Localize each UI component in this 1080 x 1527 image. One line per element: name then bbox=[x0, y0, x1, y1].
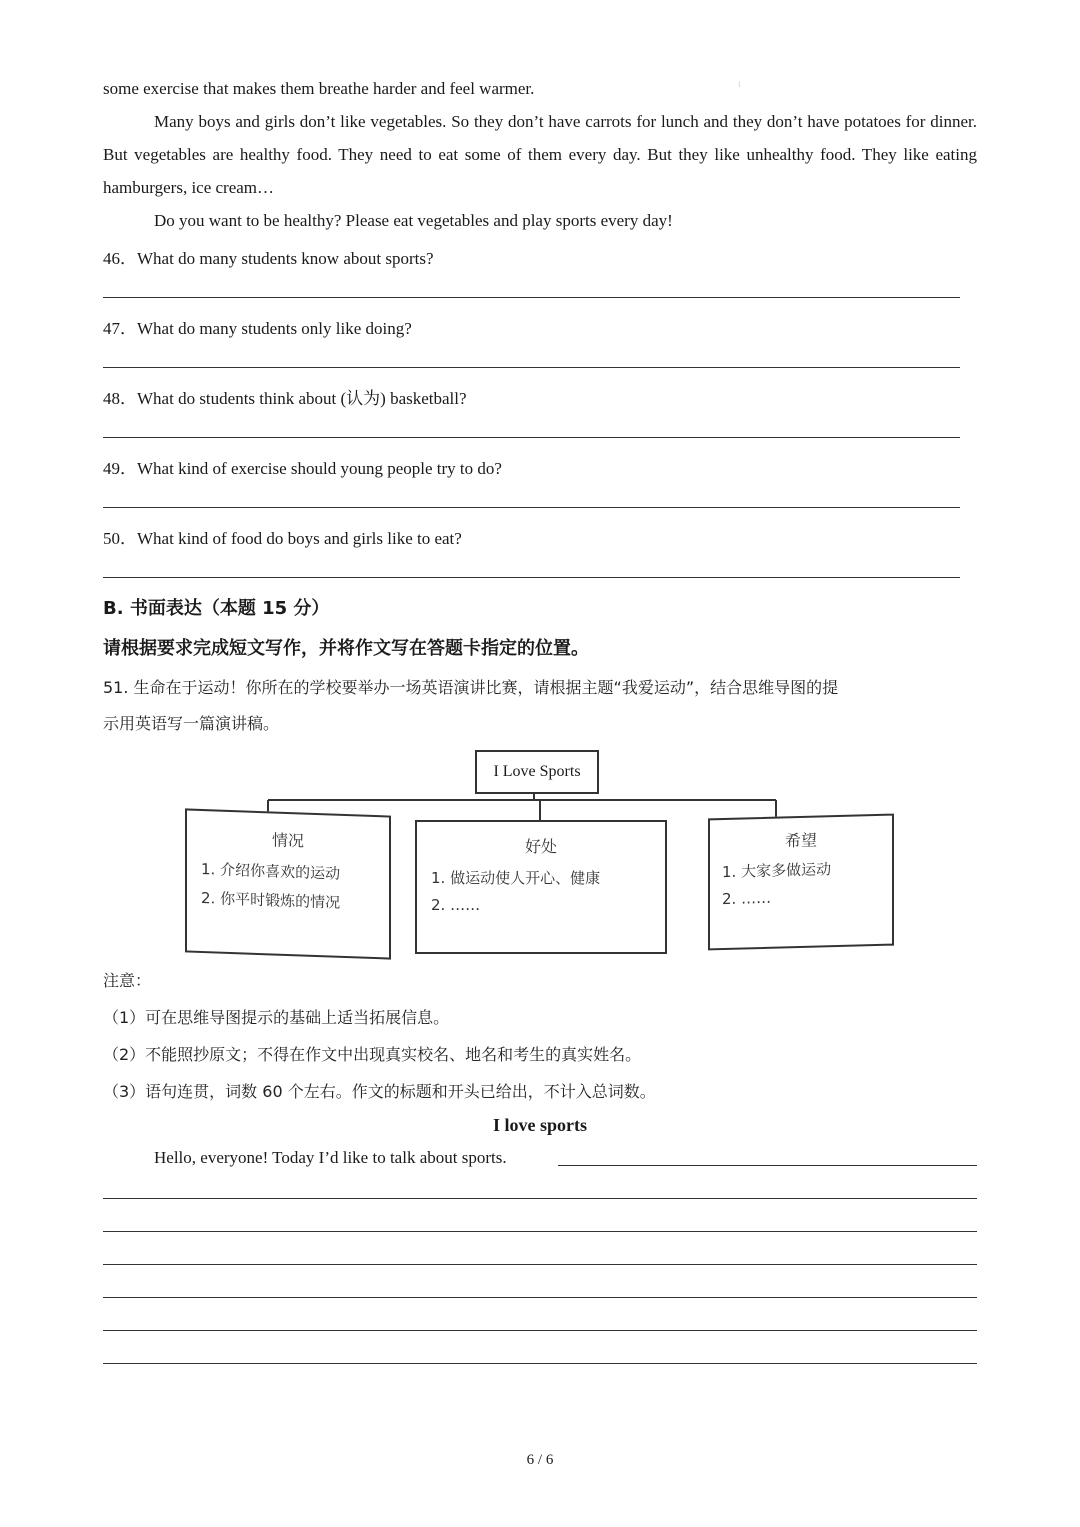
mind-map-box-item: 2. …… bbox=[722, 888, 772, 909]
mind-map-box-title: 情况 bbox=[271, 830, 304, 851]
writing-prompt-line-1: 51. 生命在于运动！你所在的学校要举办一场英语演讲比赛，请根据主题“我爱运动”，结合思维导图的提 bbox=[103, 678, 839, 697]
mind-map-root-label: I Love Sports bbox=[493, 763, 581, 780]
question-number: 49． bbox=[103, 459, 137, 478]
mind-map-box-benefits bbox=[415, 820, 667, 954]
note-item-1: （1）可在思维导图提示的基础上适当拓展信息。 bbox=[103, 1008, 450, 1027]
notes-label: 注意： bbox=[103, 971, 152, 990]
essay-line-6[interactable] bbox=[103, 1363, 977, 1364]
essay-line-1[interactable] bbox=[103, 1198, 977, 1199]
essay-line-2[interactable] bbox=[103, 1231, 977, 1232]
mind-map-root bbox=[475, 750, 599, 794]
scan-mark: ⁝ bbox=[738, 80, 741, 89]
passage-line-end: some exercise that makes them breathe harder and feel warmer. bbox=[103, 79, 535, 98]
question-number: 48． bbox=[103, 389, 137, 408]
essay-opening: Hello, everyone! Today I’d like to talk about sports. bbox=[154, 1148, 507, 1167]
passage-paragraph-3: Do you want to be healthy? Please eat vegetables and play sports every day! bbox=[154, 211, 673, 230]
question-number: 47． bbox=[103, 319, 137, 338]
essay-title: I love sports bbox=[493, 1115, 587, 1135]
mind-map-box-situation bbox=[185, 808, 391, 959]
essay-line-5[interactable] bbox=[103, 1330, 977, 1331]
note-item-3: （3）语句连贯，词数 60 个左右。作文的标题和开头已给出，不计入总词数。 bbox=[103, 1082, 656, 1101]
mind-map-box-item: 2. …… bbox=[431, 896, 481, 914]
section-b-title: B. 书面表达（本题 15 分） bbox=[103, 598, 330, 619]
question-text: What kind of exercise should young people try to do? bbox=[137, 459, 502, 478]
mind-map-box-item: 1. 介绍你喜欢的运动 bbox=[201, 859, 341, 883]
page-number: 6 / 6 bbox=[526, 1452, 554, 1468]
mind-map-box-title: 希望 bbox=[784, 830, 817, 851]
mind-map-box-item: 1. 大家多做运动 bbox=[722, 860, 832, 882]
mind-map-box-hopes bbox=[708, 814, 894, 951]
section-b-instruction: 请根据要求完成短文写作，并将作文写在答题卡指定的位置。 bbox=[103, 638, 589, 659]
question-text: What kind of food do boys and girls like to eat? bbox=[137, 529, 462, 548]
question-number: 50． bbox=[103, 529, 137, 548]
question-text: What do students think about (认为) basketball? bbox=[137, 389, 467, 408]
question-number: 46． bbox=[103, 249, 137, 268]
mind-map-box-title: 好处 bbox=[524, 837, 557, 856]
passage-paragraph-2: Many boys and girls don’t like vegetables. So they don’t have carrots for lunch and they don’t have potatoes for dinner. But vegetables are healthy food. They need to eat some of them every day. But they like unhealthy food. They like eating hamburgers, ice cream… bbox=[103, 112, 977, 197]
question-text: What do many students know about sports? bbox=[137, 249, 434, 268]
essay-line-0[interactable] bbox=[558, 1165, 977, 1166]
mind-map-box-item: 1. 做运动使人开心、健康 bbox=[431, 869, 601, 887]
mind-map-box-item: 2. 你平时锻炼的情况 bbox=[201, 888, 341, 912]
question-text: What do many students only like doing? bbox=[137, 319, 412, 338]
note-item-2: （2）不能照抄原文；不得在作文中出现真实校名、地名和考生的真实姓名。 bbox=[103, 1045, 642, 1064]
writing-prompt-line-2: 示用英语写一篇演讲稿。 bbox=[103, 714, 280, 733]
essay-line-3[interactable] bbox=[103, 1264, 977, 1265]
essay-line-4[interactable] bbox=[103, 1297, 977, 1298]
